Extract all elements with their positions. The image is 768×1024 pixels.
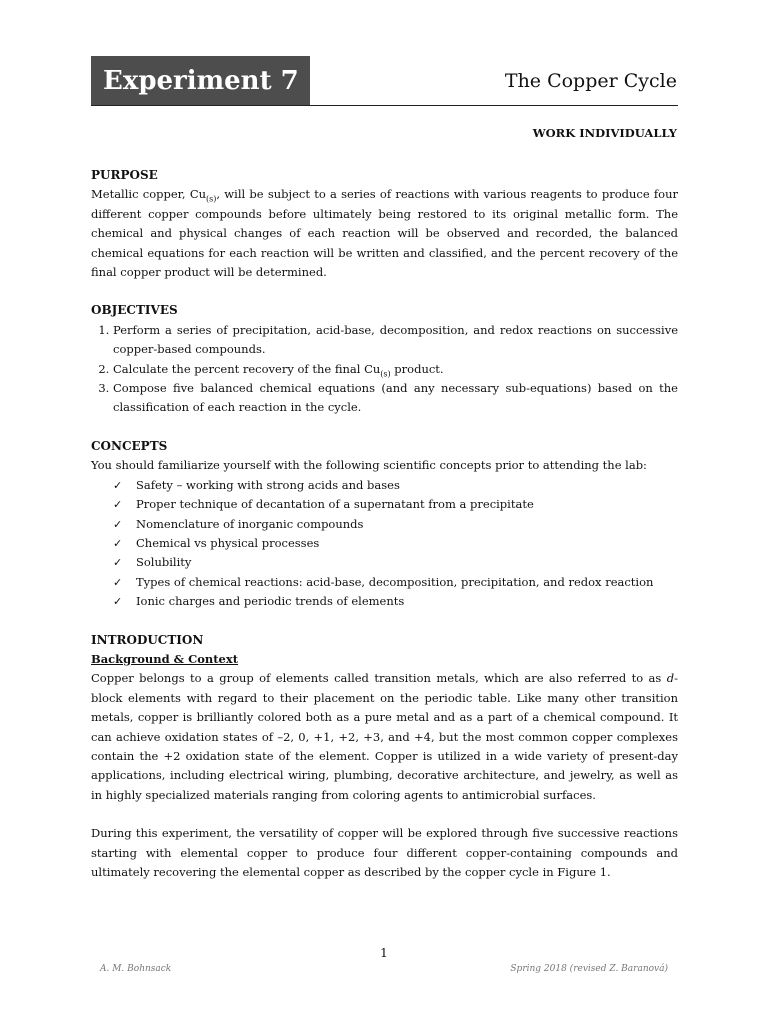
purpose-text <box>91 185 678 282</box>
concept-label: Types of chemical reactions: acid-base, decomposition, precipitation, and redox reaction <box>136 574 654 589</box>
purpose-sub: (s) <box>206 194 217 204</box>
checkmark-icon: ✓ <box>113 536 123 550</box>
concept-item <box>113 534 678 553</box>
background-subheading: Background & Context <box>91 651 239 666</box>
concepts-list <box>91 476 678 612</box>
introduction-heading: INTRODUCTION <box>91 632 204 647</box>
concept-label: Chemical vs physical processes <box>136 535 320 550</box>
concepts-intro: You should familiarize yourself with the following scientific concepts prior to attending the lab: <box>91 458 647 473</box>
concept-label: Safety – working with strong acids and bases <box>136 477 400 492</box>
concept-item <box>113 592 678 611</box>
footer-author: A. M. Bohnsack <box>100 964 172 974</box>
work-note: WORK INDIVIDUALLY <box>532 126 677 140</box>
intro-text-b: -block elements with regard to their placement on the periodic table. Like many other transition metals, copper is brilliantly colored both as a pure metal and as a part of a chemical compound. It can achieve oxidation states of –2, 0, +1, +2, +3, and +4, but the most common copper complexes contain the +2 oxidation state of the element. Copper is utilized in a wide variety of present-day applications, including electrical wiring, plumbing, decorative architecture, and jewelry, as well as in highly specialized materials ranging from coloring agents to antimicrobial surfaces. <box>91 671 678 802</box>
concept-item <box>113 476 678 495</box>
concept-item <box>113 573 678 592</box>
intro-italic: d <box>666 671 675 686</box>
introduction-paragraph-2: During this experiment, the versatility of copper will be explored through five successive reactions starting with elemental copper to produce four different copper-containing compounds and ultimately recovering the elemental copper as described by the copper cycle in Figure 1. <box>91 826 678 879</box>
checkmark-icon: ✓ <box>113 575 123 589</box>
experiment-label <box>91 56 310 106</box>
objective-item: 1. Perform a series of precipitation, acid-base, decomposition, and redox reactions on successive copper-based compounds. <box>113 321 678 360</box>
objective-sub: (s) <box>380 368 391 378</box>
concept-label: Solubility <box>136 555 192 570</box>
footer-revision: Spring 2018 (revised Z. Baranová) <box>510 964 668 974</box>
objective-item <box>113 360 678 379</box>
page-title: The Copper Cycle <box>504 70 677 92</box>
checkmark-icon: ✓ <box>113 517 123 531</box>
objective-text-b: product. <box>390 361 444 376</box>
intro-text-a: Copper belongs to a group of elements called transition metals, which are also referred to as <box>91 671 667 686</box>
purpose-text-b: , will be subject to a series of reactions with various reagents to produce four different copper compounds before ultimately being restored to its original metallic form. The chemical and physical changes of each reaction will be observed and recorded, the balanced chemical equations for each reaction will be written and classified, and the percent recovery of the final copper product will be determined. <box>91 187 678 280</box>
checkmark-icon: ✓ <box>113 595 123 609</box>
purpose-heading: PURPOSE <box>91 168 158 182</box>
objectives-list <box>91 321 678 418</box>
concept-label: Ionic charges and periodic trends of elements <box>136 594 405 609</box>
concept-label: Nomenclature of inorganic compounds <box>136 516 364 531</box>
objectives-heading: OBJECTIVES <box>91 303 178 318</box>
concept-item <box>113 495 678 514</box>
page-number: 1 <box>380 946 388 960</box>
introduction-paragraph-1 <box>91 669 678 805</box>
objective-text-a: Calculate the percent recovery of the final Cu <box>113 361 381 376</box>
concept-label: Proper technique of decantation of a supernatant from a precipitate <box>136 497 534 512</box>
concept-item <box>113 553 678 572</box>
checkmark-icon: ✓ <box>113 498 123 512</box>
main-content <box>91 166 678 882</box>
checkmark-icon: ✓ <box>113 556 123 570</box>
objective-item: 3. Compose five balanced chemical equations (and any necessary sub-equations) based on the classification of each reaction in the cycle. <box>113 379 678 418</box>
header-rule <box>91 105 678 106</box>
purpose-text-a: Metallic copper, Cu <box>91 187 207 202</box>
concept-item <box>113 515 678 534</box>
concepts-heading: CONCEPTS <box>91 438 168 453</box>
experiment-number: Experiment 7 <box>103 66 299 96</box>
checkmark-icon: ✓ <box>113 478 123 492</box>
